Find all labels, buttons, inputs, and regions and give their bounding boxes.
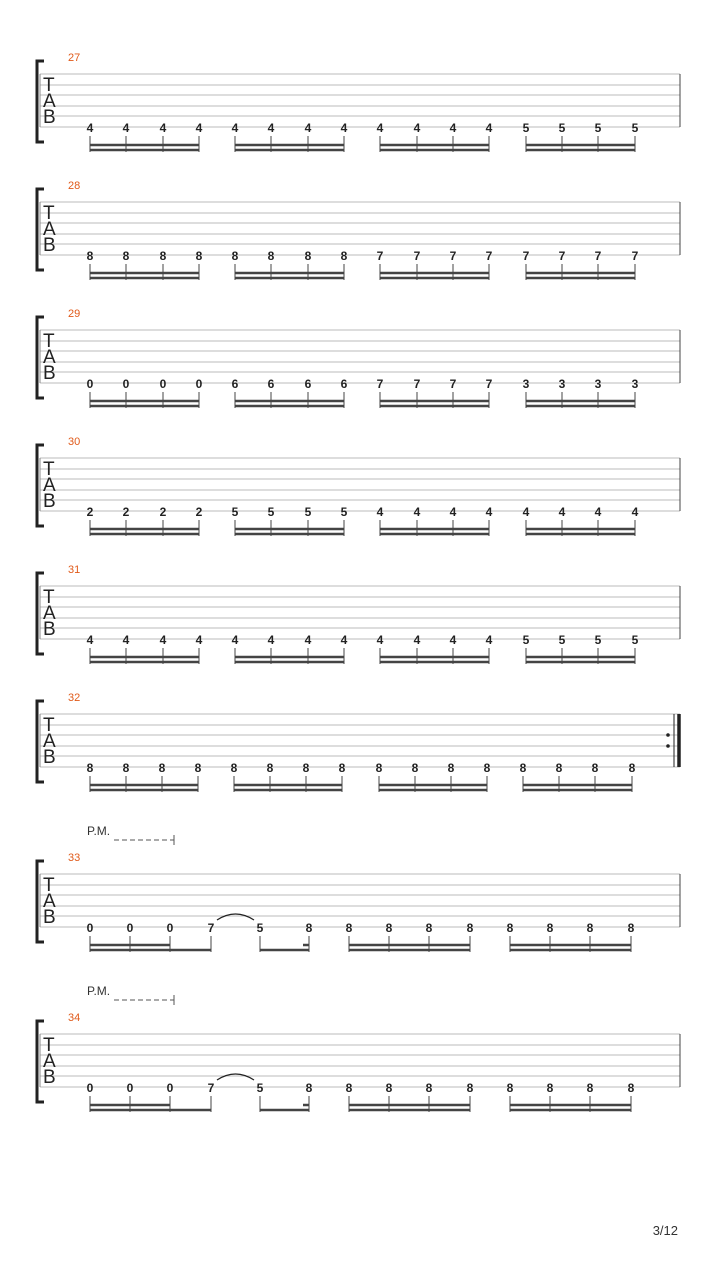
tab-staff-svg [0, 562, 720, 672]
fret-number: 2 [122, 505, 130, 519]
fret-number: 4 [413, 505, 421, 519]
fret-number: 4 [376, 121, 384, 135]
fret-number: 8 [555, 761, 563, 775]
fret-number: 8 [627, 921, 635, 935]
fret-number: 8 [305, 921, 313, 935]
tab-system-27 [0, 50, 720, 170]
fret-number: 0 [166, 1081, 174, 1095]
tab-clef-letter: A [43, 731, 56, 752]
fret-number: 7 [413, 377, 421, 391]
measure-number: 30 [68, 436, 81, 448]
fret-number: 4 [340, 633, 348, 647]
tab-clef-letter: A [43, 475, 56, 496]
fret-number: 4 [267, 633, 275, 647]
fret-number: 7 [485, 249, 493, 263]
measure-number: 29 [68, 308, 81, 320]
fret-number: 8 [302, 761, 310, 775]
fret-number: 4 [376, 505, 384, 519]
fret-number: 7 [631, 249, 639, 263]
tab-clef-letter: T [43, 875, 55, 896]
fret-number: 4 [631, 505, 639, 519]
palm-mute-label: P.M. [87, 984, 111, 998]
fret-number: 8 [466, 1081, 474, 1095]
fret-number: 5 [594, 121, 602, 135]
tab-system-28 [0, 178, 720, 298]
fret-number: 0 [86, 921, 94, 935]
fret-number: 6 [267, 377, 275, 391]
tab-clef-letter: B [43, 619, 56, 640]
measure-number: 28 [68, 180, 81, 192]
fret-number: 8 [158, 761, 166, 775]
fret-number: 4 [449, 121, 457, 135]
fret-number: 8 [466, 921, 474, 935]
tab-clef-letter: A [43, 1051, 56, 1072]
tab-clef-letter: B [43, 747, 56, 768]
fret-number: 8 [304, 249, 312, 263]
fret-number: 4 [304, 121, 312, 135]
fret-number: 0 [166, 921, 174, 935]
tab-system-31 [0, 562, 720, 682]
fret-number: 3 [631, 377, 639, 391]
measure-number: 34 [68, 1012, 81, 1024]
fret-number: 8 [411, 761, 419, 775]
tab-system-30 [0, 434, 720, 554]
fret-number: 8 [86, 761, 94, 775]
fret-number: 5 [558, 633, 566, 647]
fret-number: 6 [304, 377, 312, 391]
fret-number: 7 [558, 249, 566, 263]
fret-number: 8 [159, 249, 167, 263]
fret-number: 0 [86, 377, 94, 391]
fret-number: 7 [376, 249, 384, 263]
fret-number: 4 [86, 633, 94, 647]
fret-number: 3 [594, 377, 602, 391]
measure-number: 33 [68, 852, 81, 864]
tab-clef-letter: B [43, 491, 56, 512]
fret-number: 8 [519, 761, 527, 775]
tab-clef-letter: B [43, 235, 56, 256]
fret-number: 4 [159, 633, 167, 647]
fret-number: 5 [594, 633, 602, 647]
fret-number: 8 [385, 921, 393, 935]
fret-number: 5 [522, 121, 530, 135]
fret-number: 3 [558, 377, 566, 391]
fret-number: 8 [506, 921, 514, 935]
fret-number: 8 [506, 1081, 514, 1095]
fret-number: 6 [231, 377, 239, 391]
measure-number: 32 [68, 692, 81, 704]
tab-clef-letter: T [43, 715, 55, 736]
tab-clef-letter: A [43, 603, 56, 624]
repeat-dot [666, 744, 670, 748]
fret-number: 2 [159, 505, 167, 519]
fret-number: 8 [447, 761, 455, 775]
fret-number: 8 [338, 761, 346, 775]
fret-number: 4 [231, 121, 239, 135]
fret-number: 0 [159, 377, 167, 391]
fret-number: 4 [485, 505, 493, 519]
fret-number: 8 [627, 1081, 635, 1095]
fret-number: 8 [345, 1081, 353, 1095]
fret-number: 8 [375, 761, 383, 775]
tab-system-33 [0, 824, 720, 970]
tab-clef-letter: A [43, 219, 56, 240]
fret-number: 4 [485, 633, 493, 647]
tab-clef-letter: B [43, 907, 56, 928]
fret-number: 7 [449, 249, 457, 263]
tab-staff-svg [0, 850, 720, 960]
fret-number: 4 [594, 505, 602, 519]
fret-number: 0 [195, 377, 203, 391]
fret-number: 2 [195, 505, 203, 519]
fret-number: 8 [586, 921, 594, 935]
fret-number: 7 [207, 1081, 215, 1095]
fret-number: 4 [195, 633, 203, 647]
fret-number: 4 [413, 121, 421, 135]
fret-number: 3 [522, 377, 530, 391]
tab-staff-svg [0, 306, 720, 416]
tab-clef-letter: B [43, 107, 56, 128]
fret-number: 8 [591, 761, 599, 775]
tab-clef-letter: B [43, 363, 56, 384]
fret-number: 8 [194, 761, 202, 775]
tab-clef-letter: B [43, 1067, 56, 1088]
fret-number: 8 [122, 761, 130, 775]
tab-clef-letter: A [43, 91, 56, 112]
tie-arc [217, 1074, 254, 1080]
fret-number: 4 [522, 505, 530, 519]
fret-number: 4 [304, 633, 312, 647]
fret-number: 5 [267, 505, 275, 519]
tab-clef-letter: A [43, 347, 56, 368]
fret-number: 6 [340, 377, 348, 391]
fret-number: 4 [267, 121, 275, 135]
fret-number: 5 [256, 1081, 264, 1095]
tie-arc [217, 914, 254, 920]
tab-staff-svg [0, 50, 720, 160]
tab-staff-svg [0, 690, 720, 800]
fret-number: 8 [628, 761, 636, 775]
fret-number: 0 [122, 377, 130, 391]
fret-number: 8 [230, 761, 238, 775]
fret-number: 4 [558, 505, 566, 519]
fret-number: 8 [340, 249, 348, 263]
tab-clef-letter: T [43, 1035, 55, 1056]
fret-number: 5 [631, 633, 639, 647]
fret-number: 8 [195, 249, 203, 263]
tab-clef-letter: T [43, 203, 55, 224]
fret-number: 4 [413, 633, 421, 647]
fret-number: 4 [340, 121, 348, 135]
fret-number: 8 [122, 249, 130, 263]
fret-number: 4 [485, 121, 493, 135]
fret-number: 5 [256, 921, 264, 935]
tab-system-34 [0, 984, 720, 1130]
fret-number: 0 [86, 1081, 94, 1095]
fret-number: 7 [594, 249, 602, 263]
fret-number: 7 [376, 377, 384, 391]
fret-number: 7 [207, 921, 215, 935]
fret-number: 5 [304, 505, 312, 519]
tab-clef-letter: T [43, 587, 55, 608]
fret-number: 8 [231, 249, 239, 263]
fret-number: 8 [267, 249, 275, 263]
fret-number: 8 [546, 921, 554, 935]
tab-clef-letter: T [43, 75, 55, 96]
fret-number: 0 [126, 921, 134, 935]
tab-clef-letter: T [43, 459, 55, 480]
fret-number: 7 [413, 249, 421, 263]
fret-number: 7 [449, 377, 457, 391]
tab-clef-letter: A [43, 891, 56, 912]
fret-number: 5 [231, 505, 239, 519]
fret-number: 7 [522, 249, 530, 263]
fret-number: 8 [586, 1081, 594, 1095]
palm-mute-label: P.M. [87, 824, 111, 838]
fret-number: 5 [522, 633, 530, 647]
fret-number: 7 [485, 377, 493, 391]
tab-clef-letter: T [43, 331, 55, 352]
fret-number: 5 [631, 121, 639, 135]
fret-number: 8 [86, 249, 94, 263]
fret-number: 8 [425, 921, 433, 935]
fret-number: 4 [449, 505, 457, 519]
fret-number: 4 [195, 121, 203, 135]
fret-number: 4 [449, 633, 457, 647]
fret-number: 8 [483, 761, 491, 775]
tab-staff-svg [0, 434, 720, 544]
tab-staff-svg [0, 178, 720, 288]
fret-number: 0 [126, 1081, 134, 1095]
fret-number: 8 [266, 761, 274, 775]
repeat-dot [666, 733, 670, 737]
fret-number: 4 [159, 121, 167, 135]
fret-number: 4 [122, 633, 130, 647]
fret-number: 4 [376, 633, 384, 647]
fret-number: 8 [385, 1081, 393, 1095]
fret-number: 8 [546, 1081, 554, 1095]
tab-staff-svg [0, 1010, 720, 1120]
tab-system-29 [0, 306, 720, 426]
fret-number: 4 [86, 121, 94, 135]
fret-number: 4 [231, 633, 239, 647]
fret-number: 5 [340, 505, 348, 519]
tab-system-32 [0, 690, 720, 810]
measure-number: 31 [68, 564, 81, 576]
fret-number: 4 [122, 121, 130, 135]
page-number: 3/12 [652, 1223, 678, 1238]
fret-number: 8 [305, 1081, 313, 1095]
fret-number: 2 [86, 505, 94, 519]
fret-number: 5 [558, 121, 566, 135]
fret-number: 8 [345, 921, 353, 935]
fret-number: 8 [425, 1081, 433, 1095]
measure-number: 27 [68, 52, 81, 64]
